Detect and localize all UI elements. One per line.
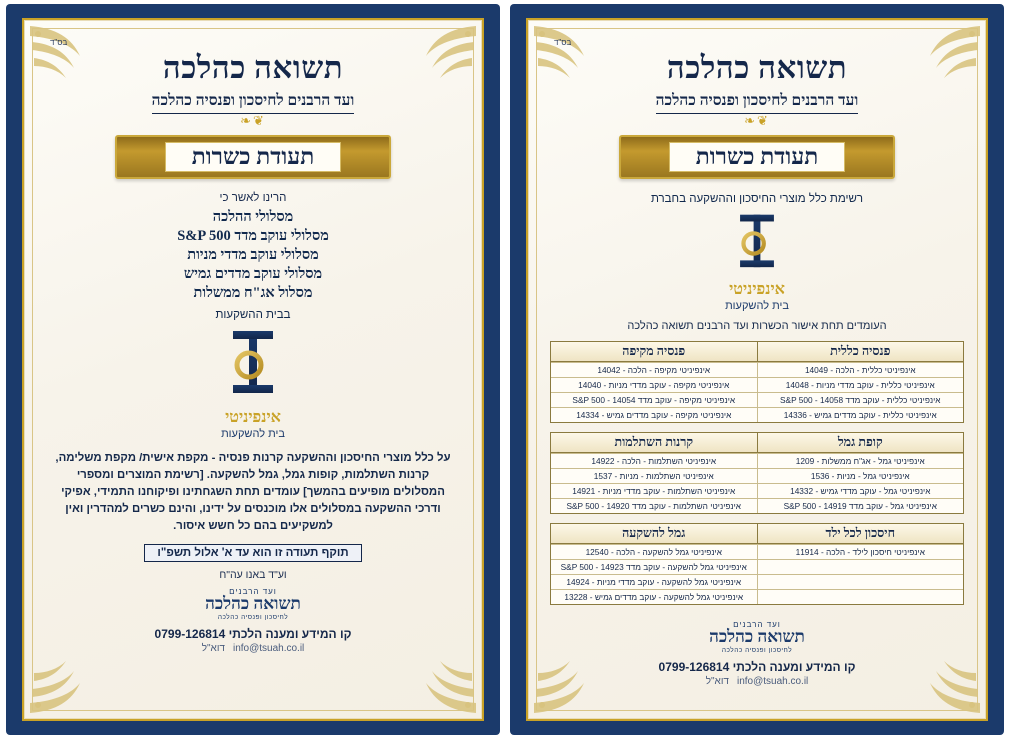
column-header: פנסיה כללית <box>830 344 891 358</box>
infinity-logo-icon <box>718 213 796 279</box>
contact-phone[interactable]: קו המידע ומענה הלכתי 0799-126814 <box>658 660 856 674</box>
certificate-left <box>6 4 500 735</box>
bsd-text: בס"ד <box>554 38 572 47</box>
table-cell: אינפיניטי גמל להשקעה - עוקב מדדי מניות - 14924 <box>551 575 758 589</box>
seal-main-label: תשואה כהלכה <box>709 627 805 646</box>
bsd-text: בס"ד <box>50 38 68 47</box>
table-cell: אינפיניטי חיסכון לילד - הלכה - 11914 <box>795 546 925 557</box>
infinity-logo-icon <box>207 329 299 407</box>
email-label: דוא"ל <box>201 643 225 654</box>
column-header: קרנות השתלמות <box>551 433 758 452</box>
table-row <box>551 407 963 422</box>
table-cell: אינפיניטי כללית - הלכה - 14049 <box>804 364 916 375</box>
track-item: מסלולי עוקב מדדי מניות <box>187 247 319 263</box>
column-header: קופת גמל <box>837 435 883 449</box>
certificate-body-text: על כלל מוצרי החיסכון וההשקעה קרנות פנסיה - מקפת אישית/ מקפת משלימה, קרנות השתלמות, קופות גמל, גמל להשקעה. [רשימת המוצרים ומספרי המסלולים מופיעים בהמשך] עומדים תחת השגחתינו ופיקוחנו התמידי, אפיקי ודרכי ההשקעה במסלולים אלו מוכנסים על ידינו, והינם כשרים למהדרין ואין למשקיעים בהם כל חשש איסור. <box>55 452 451 532</box>
certificate-right-content <box>548 36 966 709</box>
table-cell: אינפיניטי מקיפה - עוקב מדדי מניות - 14040 <box>551 378 758 392</box>
table-cell: אינפיניטי גמל - מניות - 1536 <box>810 470 910 481</box>
track-item: מסלול אג"ח ממשלות <box>193 285 313 301</box>
table-cell: אינפיניטי כללית - עוקב מדד S&P 500 - 14058 <box>780 394 941 405</box>
table-cell <box>758 575 964 589</box>
approval-text: העומדים תחת אישור הכשרות ועד הרבנים תשואה כהלכה <box>627 320 887 332</box>
swirl-divider-icon: ❦❧ <box>240 113 266 128</box>
certificate-left-inner <box>22 18 484 721</box>
seal-sub-label: לחיסכון ופנסיה כהלכה <box>217 614 289 621</box>
table-row <box>551 392 963 407</box>
column-header: חיסכון לכל ילד <box>825 526 895 540</box>
table-cell: אינפיניטי כללית - עוקב מדדים גמיש - 14336 <box>783 409 937 420</box>
table-cell: אינפיניטי מקיפה - הלכה - 14042 <box>551 363 758 377</box>
table-row <box>551 574 963 589</box>
seal-top-label: ועד הרבנים <box>733 620 781 629</box>
signature-line: וע"ד באנו עה"ח <box>219 569 287 581</box>
bottom-seal <box>709 620 805 654</box>
email-value[interactable]: info@tsuah.co.il <box>232 643 305 654</box>
infinity-logo-tagline: בית להשקעות <box>221 428 285 440</box>
infinity-logo-tagline: בית להשקעות <box>725 300 789 312</box>
table-cell: אינפיניטי גמל להשקעה - עוקב מדדים גמיש - 13228 <box>551 590 758 604</box>
table-row <box>551 483 963 498</box>
table-header <box>551 524 963 544</box>
intro-text: רשימת כלל מוצרי החיסכון וההשקעה בחברת <box>650 193 864 205</box>
seal-main-label: תשואה כהלכה <box>205 594 301 613</box>
contact-phone[interactable]: קו המידע ומענה הלכתי 0799-126814 <box>154 627 352 641</box>
swirl-divider-icon: ❦❧ <box>744 113 770 128</box>
table-cell: אינפיניטי כללית - עוקב מדדי מניות - 14048 <box>785 379 935 390</box>
kashrut-badge-label: תעודת כשרות <box>165 142 342 172</box>
certificate-right-inner <box>526 18 988 721</box>
page-title: תשואה כהלכה <box>162 50 344 85</box>
table-cell: אינפיניטי השתלמות - הלכה - 14922 <box>551 454 758 468</box>
column-header: גמל להשקעה <box>551 524 758 543</box>
table-row <box>551 453 963 468</box>
table-pension-funds <box>550 341 964 423</box>
table-row <box>551 377 963 392</box>
page-subtitle: ועד הרבנים לחיסכון ופנסיה כהלכה <box>152 92 355 114</box>
table-row <box>551 498 963 513</box>
table-cell: אינפיניטי השתלמות - עוקב מדד S&P 500 - 14920 <box>551 499 758 513</box>
table-cell: אינפיניטי גמל - אג"ח ממשלות - 1209 <box>795 455 925 466</box>
table-row <box>551 362 963 377</box>
certificate-right <box>510 4 1004 735</box>
track-item: מסלולי עוקב מדדים גמיש <box>183 266 323 282</box>
certificate-left-content <box>44 36 462 709</box>
contact-email-row <box>202 643 305 654</box>
table-cell: אינפיניטי גמל - עוקב מדדי גמיש - 14332 <box>790 485 931 496</box>
table-row <box>551 468 963 483</box>
table-cell: אינפיניטי גמל - עוקב מדד S&P 500 - 14919 <box>783 500 937 511</box>
bottom-seal <box>205 587 301 621</box>
table-cell: אינפיניטי השתלמות - מניות - 1537 <box>551 469 758 483</box>
table-cell <box>758 560 964 574</box>
table-row <box>551 559 963 574</box>
page-title: תשואה כהלכה <box>666 50 848 85</box>
page-subtitle: ועד הרבנים לחיסכון ופנסיה כהלכה <box>656 92 859 114</box>
validity-note: תוקף תעודה זו הוא עד א' אלול תשפ"ו <box>144 544 361 562</box>
table-investment-provident <box>550 523 964 605</box>
infinity-logo <box>207 329 299 440</box>
product-tables <box>550 341 964 614</box>
column-header: פנסיה מקיפה <box>551 342 758 361</box>
table-row <box>551 544 963 559</box>
kashrut-badge-label: תעודת כשרות <box>669 142 846 172</box>
infinity-logo-name: אינפיניטי <box>225 409 281 426</box>
email-label: דוא"ל <box>705 676 729 687</box>
contact-email-row <box>706 676 809 687</box>
table-row <box>551 589 963 604</box>
company-prefix-text: בבית ההשקעות <box>215 309 291 321</box>
track-list <box>177 208 329 303</box>
table-cell: אינפיניטי השתלמות - עוקב מדדי מניות - 14921 <box>551 484 758 498</box>
kashrut-badge <box>115 135 391 179</box>
table-cell: אינפיניטי גמל להשקעה - עוקב מדד S&P 500 - 14923 <box>551 560 758 574</box>
table-header <box>551 433 963 453</box>
email-value[interactable]: info@tsuah.co.il <box>736 676 809 687</box>
infinity-logo-name: אינפיניטי <box>729 281 785 298</box>
table-cell: אינפיניטי מקיפה - עוקב מדדים גמיש - 14334 <box>551 408 758 422</box>
track-item: מסלולי ההלכה <box>212 209 294 225</box>
kashrut-badge <box>619 135 895 179</box>
track-item: מסלולי עוקב מדד S&P 500 <box>177 228 329 244</box>
table-study-funds <box>550 432 964 514</box>
seal-sub-label: לחיסכון ופנסיה כהלכה <box>721 647 793 654</box>
seal-top-label: ועד הרבנים <box>229 587 277 596</box>
table-header <box>551 342 963 362</box>
table-cell <box>758 590 964 604</box>
table-cell: אינפיניטי גמל להשקעה - הלכה - 12540 <box>551 545 758 559</box>
table-cell: אינפיניטי מקיפה - עוקב מדד S&P 500 - 14054 <box>551 393 758 407</box>
infinity-logo <box>718 213 796 312</box>
intro-text: הרינו לאשר כי <box>219 192 287 204</box>
